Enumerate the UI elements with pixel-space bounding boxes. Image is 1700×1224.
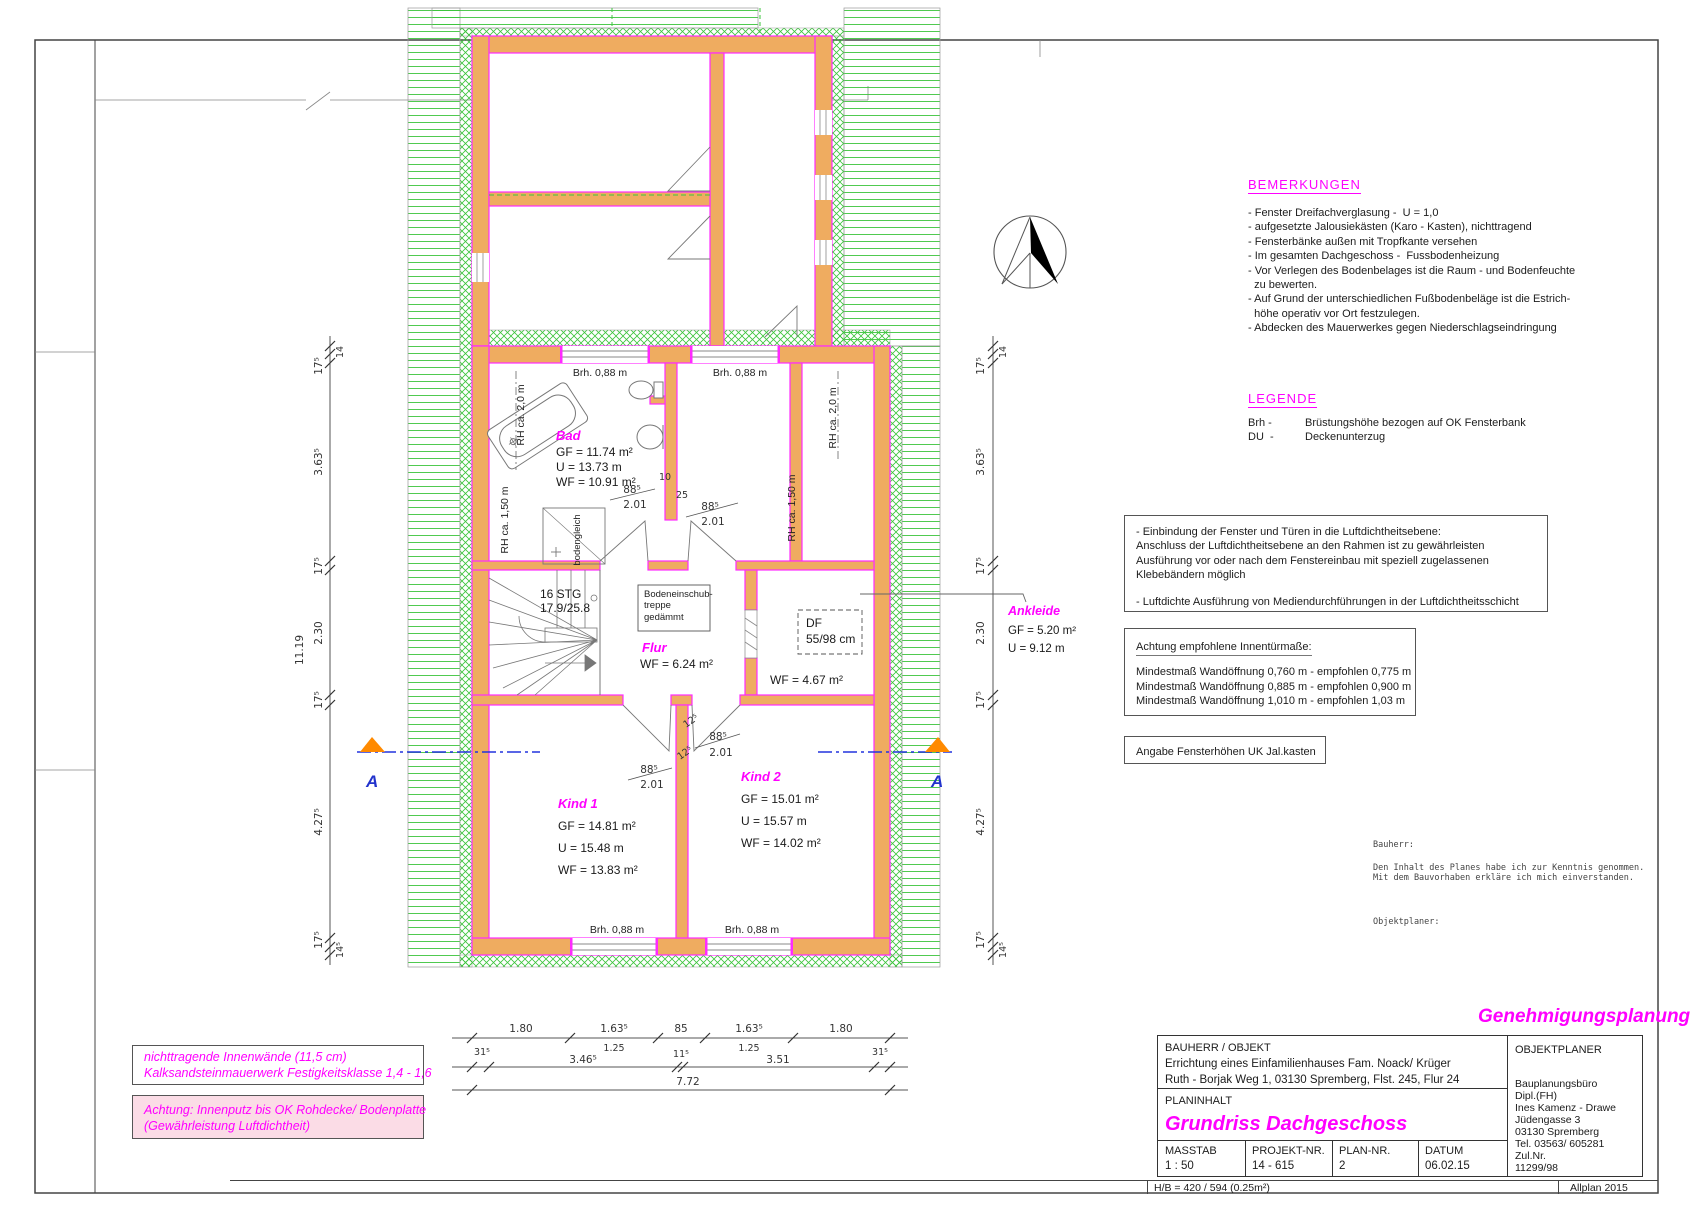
stairs-ratio: 17.9/25.8 — [540, 601, 591, 615]
dim-h: 85 — [674, 1023, 688, 1035]
flur-louver — [745, 610, 757, 658]
bauherr-header: BAUHERR / OBJEKT — [1165, 1042, 1271, 1054]
dim-doorwidth-m: 2.01 — [709, 747, 733, 759]
objektplaner-line: 03130 Spremberg — [1515, 1126, 1600, 1138]
projekt-value: 14 - 615 — [1252, 1160, 1295, 1172]
note-line: Mindestmaß Wandöffnung 0,885 m - empfohlen 0,900 m — [1136, 680, 1412, 693]
objekt-line2: Ruth - Borjak Weg 1, 03130 Spremberg, Flst. 245, Flur 24 — [1165, 1074, 1460, 1086]
room-gf: GF = 5.20 m² — [1008, 625, 1077, 637]
airtightness-note-box — [1124, 515, 1548, 612]
dim-v: 17⁵ — [975, 691, 987, 709]
bodengleich-label: bodengleich — [572, 514, 583, 566]
objektplaner-line: 11299/98 — [1515, 1162, 1559, 1174]
room-gf: GF = 15.01 m² — [741, 792, 819, 806]
note-line: - Im gesamten Dachgeschoss - Fussbodenheizung — [1248, 250, 1500, 263]
dim-v: 14⁵ — [335, 942, 346, 958]
note-line: - Fensterbänke außen mit Tropfkante versehen — [1248, 235, 1478, 248]
room-wf: WF = 10.91 m² — [556, 475, 636, 489]
dim-h: 3.46⁵ — [569, 1054, 597, 1066]
dim-v: 4.27⁵ — [975, 808, 987, 836]
note-line: - Luftdichte Ausführung von Mediendurchführungen in der Luftdichtheitsschicht — [1136, 595, 1519, 608]
signature-line: Mit dem Bauvorhaben erkläre ich mich einverstanden. — [1373, 873, 1634, 883]
legende-title: LEGENDE — [1248, 391, 1318, 406]
dim-h-sub: 11⁵ — [673, 1049, 689, 1060]
dim-h-sub: 31⁵ — [474, 1047, 490, 1058]
objektplaner-line: Ines Kamenz - Drawe — [1515, 1102, 1616, 1114]
room-gf: GF = 14.81 m² — [558, 819, 636, 833]
dim-doorwidth-m: 2.01 — [623, 499, 647, 511]
dim-v: 17⁵ — [975, 557, 987, 575]
door-sizes-note-box — [1124, 628, 1416, 716]
note-line: Ausführung vor oder nach dem Fenstereinbau mit speziell zugelassenen — [1136, 554, 1489, 567]
section-label-right: A — [931, 772, 944, 791]
dim-doorwidth: 88⁵ — [623, 484, 641, 496]
door-note-title: Achtung empfohlene Innentürmaße: — [1136, 640, 1312, 656]
note-line: zu bewerten. — [1248, 279, 1318, 292]
objektplaner-line: Bauplanungsbüro — [1515, 1078, 1598, 1090]
legende-abbr: DU - — [1248, 431, 1274, 444]
wall-note-line: Kalksandsteinmauerwerk Festigkeitsklasse 1,4 - 1,6 — [144, 1065, 432, 1080]
dim-doorwidth: 88⁵ — [640, 764, 658, 776]
dim-v: 3.63⁵ — [975, 448, 987, 476]
note-line: - Abdecken des Mauerwerkes gegen Niederschlagseindringung — [1248, 322, 1557, 335]
plan-title: Grundriss Dachgeschoss — [1165, 1113, 1408, 1135]
dim-h-total: 7.72 — [676, 1076, 700, 1088]
dim-h-sub: 1.25 — [738, 1043, 760, 1054]
dim-v: 17⁵ — [313, 557, 325, 575]
signature-line: Den Inhalt des Planes habe ich zur Kenntnis genommen. — [1373, 863, 1645, 873]
brh-label: Brh. 0,88 m — [589, 924, 645, 936]
dim-h: 1.63⁵ — [735, 1023, 763, 1035]
warning-line: (Gewährleistung Luftdichtheit) — [144, 1119, 311, 1133]
objektplaner-line: Tel. 03563/ 605281 — [1515, 1138, 1605, 1150]
dim-10: 10 — [659, 472, 672, 483]
df-label: DF — [806, 616, 822, 630]
attic-hatch-text: gedämmt — [644, 612, 684, 623]
window-heights-note-box — [1124, 736, 1326, 764]
plaster-warning-box — [132, 1095, 427, 1139]
plannr-value: 2 — [1339, 1160, 1346, 1172]
dim-v: 14⁵ — [998, 942, 1009, 958]
dim-v: 14 — [335, 345, 346, 359]
title-block — [1157, 1035, 1643, 1177]
sheet-format-label: H/B = 420 / 594 (0.25m²) — [1154, 1182, 1270, 1194]
rh-label: RH ca. 2,0 m — [827, 387, 839, 449]
attic-hatch-text: Bodeneinschub- — [644, 589, 713, 600]
section-triangle-left — [360, 737, 385, 752]
phase-stamp: Genehmigungsplanung — [1478, 1006, 1691, 1027]
wall-note-line: nichttragende Innenwände (11,5 cm) — [144, 1050, 347, 1064]
datum-header: DATUM — [1425, 1145, 1464, 1157]
df-size: 55/98 cm — [806, 632, 856, 646]
masstab-header: MASSTAB — [1165, 1145, 1217, 1157]
room-wf: WF = 14.02 m² — [741, 836, 821, 850]
dim-v: 4.27⁵ — [313, 808, 325, 836]
note-line: - Einbindung der Fenster und Türen in die Luftdichtheitsebene: — [1136, 526, 1441, 538]
dim-doorwidth: 88⁵ — [709, 731, 727, 743]
note-line: höhe operativ vor Ort festzulegen. — [1248, 307, 1420, 320]
brh-label: Brh. 0,88 m — [712, 367, 768, 379]
north-arrow-icon — [994, 216, 1066, 288]
note-line: - Fenster Dreifachverglasung - U = 1,0 — [1248, 207, 1439, 219]
room-u: U = 15.57 m — [741, 814, 807, 828]
room-name-ankleide: Ankleide — [1008, 604, 1061, 618]
note-line: Anschluss der Luftdichtheitsebene an den Rahmen ist zu gewährleisten — [1136, 540, 1485, 553]
dim-25: 25 — [676, 490, 689, 501]
legende-text: Brüstungshöhe bezogen auf OK Fensterbank — [1305, 417, 1526, 429]
attic-hatch-text: treppe — [644, 600, 671, 611]
dim-chain-right — [975, 336, 1009, 965]
dim-h: 1.80 — [509, 1023, 533, 1035]
dim-doorwidth: 88⁵ — [701, 501, 719, 513]
room-gf: GF = 11.74 m² — [556, 445, 633, 459]
planinhalt-header: PLANINHALT — [1165, 1095, 1233, 1107]
room-wf: WF = 13.83 m² — [558, 863, 638, 877]
sheet-info-strip — [230, 1180, 1658, 1194]
note-line: Klebebändern möglich — [1136, 569, 1246, 582]
objektplaner-label: Objektplaner: — [1373, 917, 1440, 927]
dim-h: 1.63⁵ — [600, 1023, 628, 1035]
objektplaner-line: Jüdengasse 3 — [1515, 1114, 1581, 1126]
room-name-flur: Flur — [642, 640, 667, 655]
legende-abbr: Brh - — [1248, 417, 1272, 429]
section-label-left: A — [366, 772, 379, 791]
dim-12: 12⁵ — [681, 712, 701, 731]
dim-chain-bottom — [452, 1023, 908, 1095]
objektplaner-line: Dipl.(FH) — [1515, 1090, 1557, 1102]
dim-v-total: 11.19 — [294, 634, 306, 666]
brh-label: Brh. 0,88 m — [724, 924, 780, 936]
room-u: U = 13.73 m — [556, 460, 622, 474]
dim-v: 17⁵ — [975, 357, 987, 375]
note-line: - Auf Grund der unterschiedlichen Fußbodenbeläge ist die Estrich- — [1248, 293, 1571, 306]
objektplaner-header: OBJEKTPLANER — [1515, 1044, 1602, 1056]
dim-doorwidth-m: 2.01 — [701, 516, 725, 528]
legende-text: Deckenunterzug — [1305, 431, 1386, 444]
plannr-header: PLAN-NR. — [1339, 1145, 1391, 1157]
dim-v: 17⁵ — [313, 691, 325, 709]
dim-v: 17⁵ — [975, 931, 987, 949]
room-name-kind2: Kind 2 — [741, 769, 781, 784]
note-line: - Vor Verlegen des Bodenbelages ist die Raum - und Bodenfeuchte — [1248, 264, 1576, 277]
toilet — [629, 381, 663, 399]
note-line: Mindestmaß Wandöffnung 0,760 m - empfohlen 0,775 m — [1136, 666, 1412, 679]
stairs-count: 16 STG — [540, 587, 582, 601]
dim-h: 1.80 — [829, 1023, 853, 1035]
masstab-value: 1 : 50 — [1165, 1160, 1194, 1172]
dim-v: 2.30 — [313, 621, 325, 645]
room-name-kind1: Kind 1 — [558, 796, 598, 811]
dim-doorwidth-m: 2.01 — [640, 779, 664, 791]
dim-h-sub: 31⁵ — [872, 1047, 888, 1058]
room-wf: WF = 6.24 m² — [640, 657, 714, 671]
objektplaner-address — [1515, 1078, 1616, 1174]
room-name-bad: Bad — [556, 428, 581, 443]
bemerkungen-title: BEMERKUNGEN — [1248, 177, 1361, 192]
dim-v: 17⁵ — [313, 931, 325, 949]
dim-v: 14 — [998, 345, 1009, 359]
bemerkungen-section — [1248, 176, 1575, 336]
rh-label: RH ca. 2,0 m — [515, 384, 527, 446]
legende-section — [1248, 390, 1526, 445]
window-note-text: Angabe Fensterhöhen UK Jal.kasten — [1136, 746, 1316, 758]
note-line: - aufgesetzte Jalousiekästen (Karo - Kasten), nichttragend — [1248, 221, 1532, 234]
note-line: Mindestmaß Wandöffnung 1,010 m - empfohlen 1,03 m — [1136, 695, 1406, 708]
sink — [637, 425, 663, 449]
projekt-header: PROJEKT-NR. — [1252, 1145, 1325, 1157]
wall-note-box — [132, 1045, 432, 1085]
datum-value: 06.02.15 — [1425, 1160, 1470, 1172]
objekt-line1: Errichtung eines Einfamilienhauses Fam. Noack/ Krüger — [1165, 1058, 1451, 1070]
signature-block — [1373, 840, 1644, 927]
dim-chain-left — [294, 336, 346, 965]
dim-v: 3.63⁵ — [313, 448, 325, 476]
rh-label: RH ca. 1,50 m — [786, 474, 798, 542]
room-wf: WF = 4.67 m² — [770, 673, 844, 687]
rh-label: RH ca. 1,50 m — [499, 486, 511, 554]
bauherr-label: Bauherr: — [1373, 840, 1414, 850]
software-label: Allplan 2015 — [1570, 1182, 1628, 1194]
room-u: U = 9.12 m — [1008, 643, 1065, 655]
brh-label: Brh. 0,88 m — [572, 367, 628, 379]
dim-h: 3.51 — [766, 1054, 790, 1066]
dim-h-sub: 1.25 — [603, 1043, 625, 1054]
dim-12: 12⁵ — [675, 744, 695, 763]
dim-v: 17⁵ — [313, 357, 325, 375]
room-u: U = 15.48 m — [558, 841, 624, 855]
dim-v: 2.30 — [975, 621, 987, 645]
objektplaner-line: Zul.Nr. — [1515, 1150, 1546, 1162]
warning-line: Achtung: Innenputz bis OK Rohdecke/ Bodenplatte — [144, 1103, 427, 1117]
